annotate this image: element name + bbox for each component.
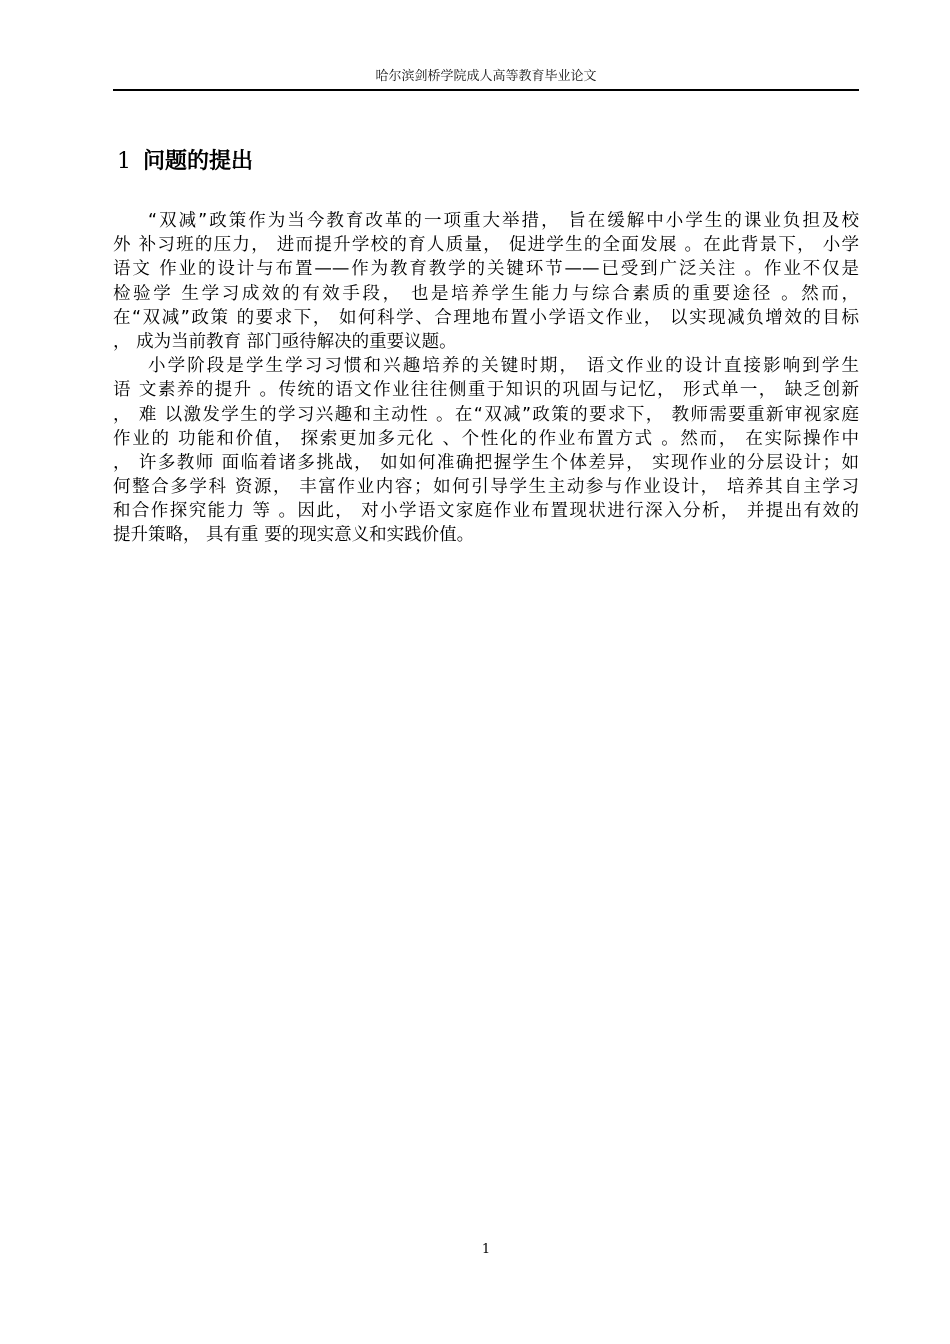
paragraph-line: 何整合多学科 资源， 丰富作业内容；如何引导学生主动参与作业设计， 培养其自主学习 <box>113 477 859 498</box>
paragraph-line: 提升策略， 具有重 要的现实意义和实践价值。 <box>113 525 475 546</box>
running-header: 哈尔滨剑桥学院成人高等教育毕业论文 <box>375 69 597 84</box>
paragraph-line: 外 补习班的压力， 进而提升学校的育人质量， 促进学生的全面发展 。在此背景下， 小学 <box>113 235 859 256</box>
paragraph-1 <box>113 209 859 354</box>
paragraph-line: 在“双减”政策 的要求下， 如何科学、合理地布置小学语文作业， 以实现减负增效的目标 <box>113 307 859 328</box>
section-heading <box>117 146 253 178</box>
paragraph-line: 小学阶段是学生学习习惯和兴趣培养的关键时期， 语文作业的设计直接影响到学生 <box>148 356 859 377</box>
paragraph-line: ， 难 以激发学生的学习兴趣和主动性 。在“双减”政策的要求下， 教师需要重新审视家庭 <box>113 404 859 425</box>
paragraph-line: 语文 作业的设计与布置——作为教育教学的关键环节——已受到广泛关注 。作业不仅是 <box>113 259 859 280</box>
header-rule <box>113 89 859 91</box>
paragraph-line: 和合作探究能力 等 。因此， 对小学语文家庭作业布置现状进行深入分析， 并提出有效的 <box>113 501 859 522</box>
paragraph-line: 检验学 生学习成效的有效手段， 也是培养学生能力与综合素质的重要途径 。然而， <box>113 283 859 304</box>
section-number: 1 <box>117 149 131 174</box>
section-title: 问题的提出 <box>143 149 254 174</box>
paragraph-line: “双减”政策作为当今教育改革的一项重大举措， 旨在缓解中小学生的课业负担及校 <box>148 211 859 231</box>
page-number: 1 <box>481 1242 491 1257</box>
paragraph-2 <box>113 354 859 548</box>
paragraph-line: ， 成为当前教育 部门亟待解决的重要议题。 <box>113 331 457 352</box>
paragraph-line: 语 文素养的提升 。传统的语文作业往往侧重于知识的巩固与记忆， 形式单一， 缺乏创新 <box>113 380 859 401</box>
paragraph-line: 作业的 功能和价值， 探索更加多元化 、个性化的作业布置方式 。然而， 在实际操作中 <box>113 428 859 449</box>
paragraph-line: ， 许多教师 面临着诸多挑战， 如如何准确把握学生个体差异， 实现作业的分层设计；如 <box>113 452 859 473</box>
body-text <box>113 209 859 548</box>
